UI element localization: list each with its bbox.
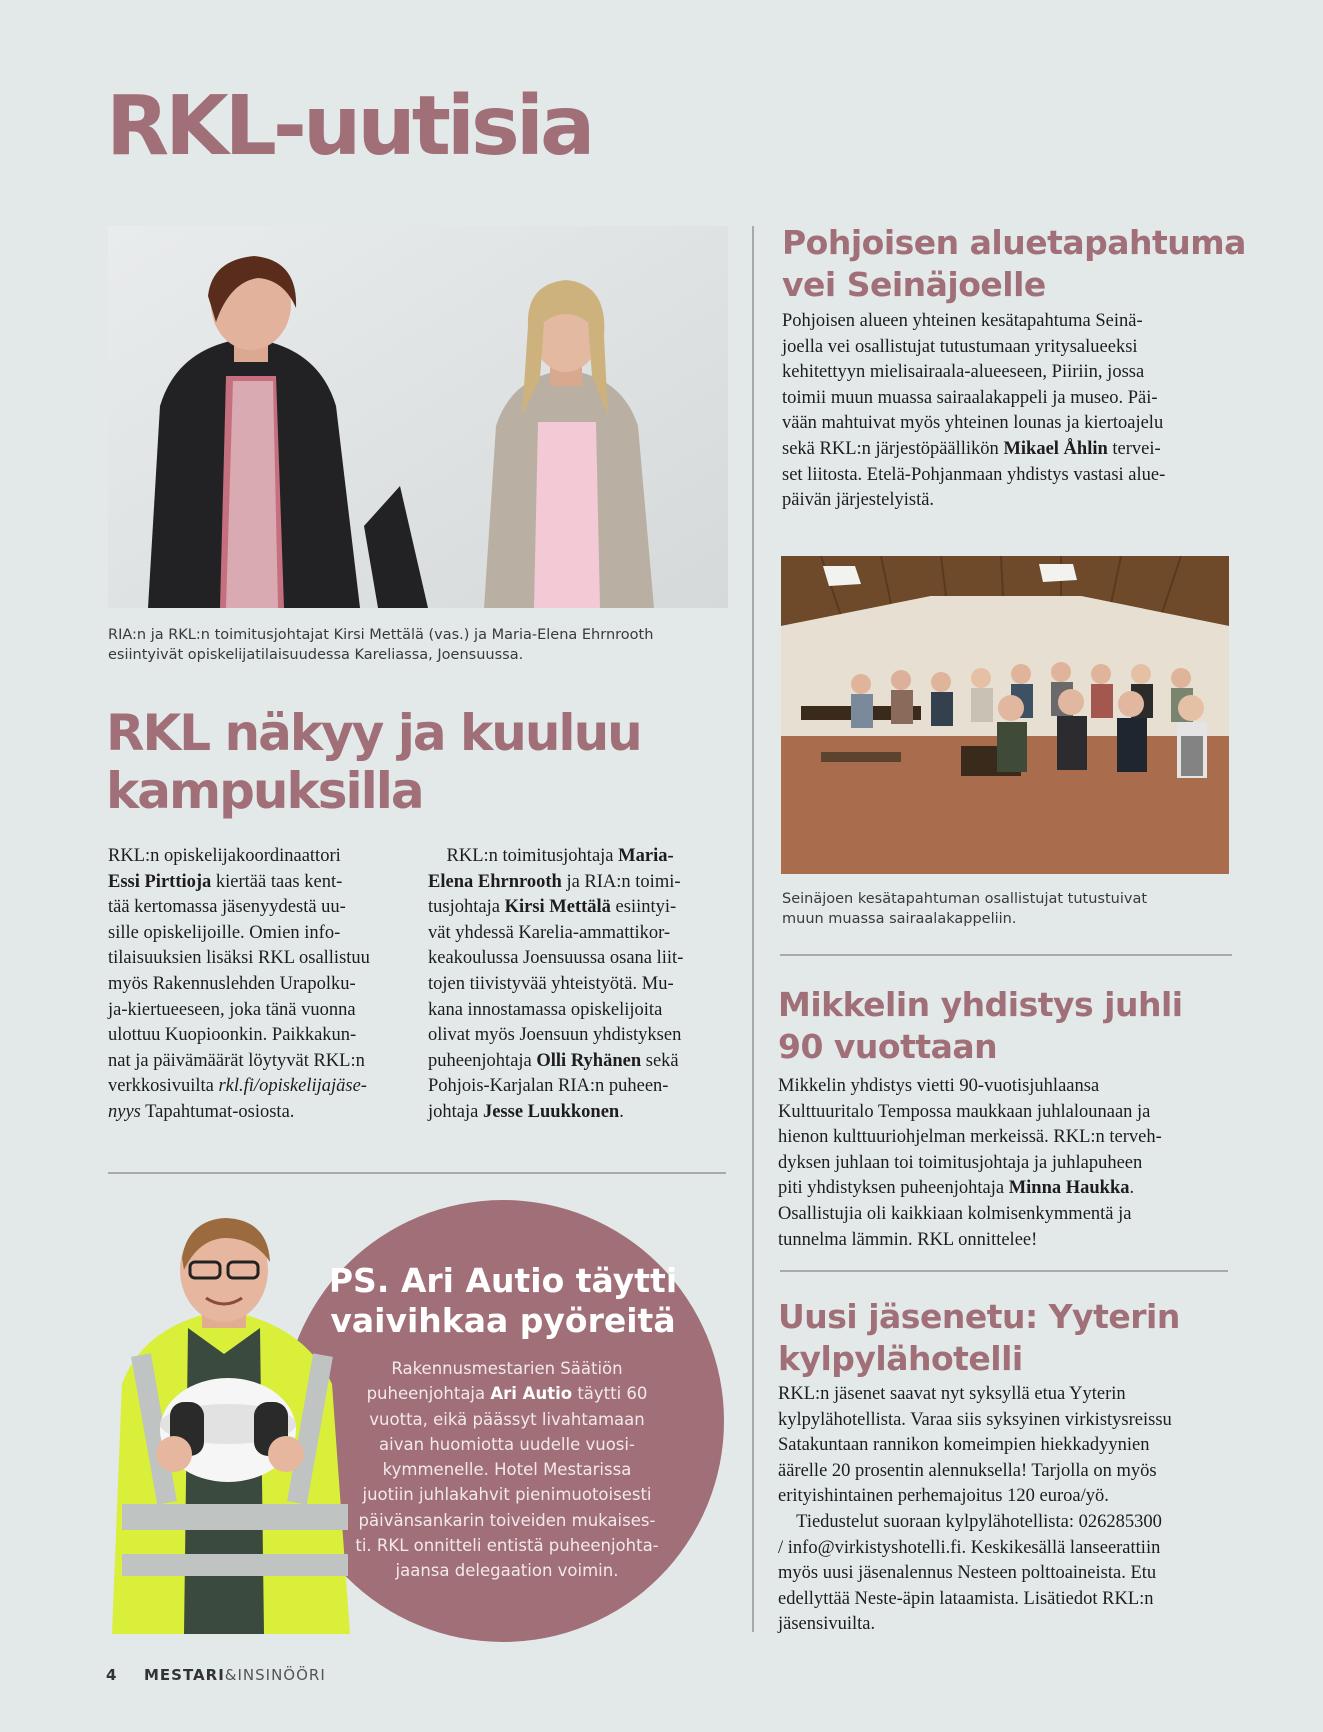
photo-chapel-illustration — [781, 556, 1229, 874]
text-line — [428, 870, 738, 896]
title-line: kylpylähotelli — [778, 1339, 1023, 1378]
title-line: vaivihkaa pyöreitä — [330, 1301, 676, 1340]
text-run: Tapahtumat-osiosta. — [140, 1101, 295, 1122]
title-line: Pohjoisen aluetapahtuma — [782, 223, 1246, 262]
text-run: keakoulussa Joensuussa osana liit- — [428, 948, 684, 969]
text-line — [778, 1510, 1248, 1536]
italic-text: rkl.fi/opiskelijajäse- — [218, 1076, 367, 1097]
text-line — [108, 946, 408, 972]
text-run: edellyttää Neste-äpin lataamista. Lisätiedot RKL:n — [778, 1588, 1154, 1609]
bold-name: Jesse Luukkonen — [482, 1101, 620, 1122]
text-line — [322, 1508, 692, 1533]
article-title-kampus — [106, 704, 641, 820]
article-title-pohjoinen — [782, 222, 1246, 306]
text-line — [778, 1151, 1238, 1177]
title-line: Mikkelin yhdistys juhli — [778, 985, 1183, 1024]
text-run: myös Rakennuslehden Urapolku- — [108, 973, 356, 994]
caption-line: Seinäjoen kesätapahtuman osallistujat tutustuivat — [782, 891, 1148, 907]
page-footer — [106, 1666, 326, 1684]
text-line — [108, 844, 408, 870]
text-run: / info@virkistyshotelli.fi. Keskikesällä lanseerattiin — [778, 1537, 1161, 1558]
section-divider — [780, 954, 1232, 956]
title-line: RKL näkyy ja kuuluu — [106, 704, 641, 762]
text-line — [778, 1561, 1248, 1587]
brand-suffix: &INSINÖÖRI — [224, 1666, 326, 1684]
text-run: Osallistujia oli kaikkiaan kolmisenkymmentä ja — [778, 1203, 1132, 1224]
text-run: Mikkelin yhdistys vietti 90-vuotisjuhlaansa — [778, 1076, 1100, 1096]
text-run: RKL:n opiskelijakoordinaattori — [108, 846, 341, 866]
photo-chapel-audience — [781, 556, 1229, 874]
text-run: kylpylähotellista. Varaa siis syksyinen virkistysreissu — [778, 1409, 1172, 1430]
text-line — [428, 921, 738, 947]
text-run: piti yhdistyksen puheenjohtaja — [778, 1178, 1009, 1199]
text-run: kana innostamassa opiskelijoita — [428, 999, 663, 1020]
text-line — [322, 1432, 692, 1457]
text-line — [322, 1533, 692, 1558]
text-run: hienon kulttuuriohjelman merkeissä. RKL:n terveh- — [778, 1127, 1162, 1148]
text-run: vään mahtuivat myös yhteinen lounas ja kiertoajelu — [782, 413, 1164, 434]
text-line — [108, 998, 408, 1024]
text-line — [782, 463, 1242, 489]
text-run: ti. RKL onnitteli entistä puheenjohta- — [355, 1536, 659, 1556]
text-line — [778, 1433, 1248, 1459]
text-line — [428, 844, 738, 870]
brand-name: MESTARI — [144, 1666, 225, 1684]
text-run: kymmenelle. Hotel Mestarissa — [382, 1460, 632, 1480]
text-line — [108, 1049, 408, 1075]
ps-body — [322, 1356, 692, 1584]
text-run: erityishintainen perhemajoitus 120 euroa/yö. — [778, 1486, 1109, 1507]
text-run: puheenjohtaja — [428, 1050, 537, 1071]
text-line — [778, 1228, 1238, 1254]
text-line — [778, 1536, 1248, 1562]
article-body-pohjoinen — [782, 309, 1242, 514]
text-run: RKL:n jäsenet saavat nyt syksyllä etua Yyterin — [778, 1384, 1126, 1404]
text-run: sekä RKL:n järjestöpäällikön — [782, 438, 1004, 459]
text-line — [778, 1100, 1238, 1126]
text-line — [108, 895, 408, 921]
article-title-mikkeli — [778, 984, 1183, 1068]
text-line — [778, 1587, 1248, 1613]
text-line — [782, 437, 1242, 463]
text-run: Kulttuuritalo Tempossa maukkaan juhlalounaan ja — [778, 1101, 1151, 1122]
text-run: olivat myös Joensuun yhdistyksen — [428, 1025, 682, 1046]
photo-ceo-duo-caption — [108, 625, 748, 665]
text-line — [428, 1049, 738, 1075]
caption-line: muun muassa sairaalakappeliin. — [782, 911, 1017, 927]
photo-ceo-duo-illustration — [108, 226, 728, 608]
bold-name: Elena Ehrnrooth — [428, 871, 562, 892]
article-body-kampus-col1 — [108, 844, 408, 1126]
title-line: PS. Ari Autio täytti — [328, 1261, 678, 1300]
text-line — [782, 488, 1242, 514]
text-line — [322, 1457, 692, 1482]
text-line — [778, 1382, 1248, 1408]
text-line — [108, 870, 408, 896]
article-body-mikkeli — [778, 1074, 1238, 1253]
bold-name: Mikael Åhlin — [1003, 438, 1108, 459]
text-line — [782, 335, 1242, 361]
text-run: Pohjoisen alueen yhteinen kesätapahtuma Seinä- — [782, 311, 1143, 331]
text-run: jaansa delegaation voimin. — [395, 1561, 619, 1581]
text-line — [428, 895, 738, 921]
bold-name: Kirsi Mettälä — [504, 897, 611, 918]
text-run: tää kertomassa jäsenyydestä uu- — [108, 897, 346, 918]
text-run: toimii muun muassa sairaalakappeli ja museo. Päi- — [782, 387, 1158, 408]
text-run: täytti 60 — [572, 1384, 648, 1404]
title-line: vei Seinäjoelle — [782, 265, 1046, 304]
text-run: ja-kiertueeseen, joka tänä vuonna — [108, 999, 356, 1020]
caption-line: esiintyivät opiskelijatilaisuudessa Kareliassa, Joensuussa. — [108, 647, 524, 663]
text-run: Satakuntaan rannikon komeimpien hiekkadyynien — [778, 1435, 1150, 1456]
bold-name: Maria- — [618, 846, 674, 866]
text-run: puheenjohtaja — [366, 1384, 491, 1404]
text-line — [782, 411, 1242, 437]
text-line — [322, 1356, 692, 1381]
text-line — [782, 309, 1242, 335]
text-line — [428, 998, 738, 1024]
bold-name: Ari Autio — [490, 1384, 573, 1404]
text-line — [778, 1202, 1238, 1228]
text-run: aivan huomiotta uudelle vuosi- — [379, 1434, 635, 1454]
text-run: esiintyi- — [610, 897, 677, 918]
title-line: Uusi jäsenetu: Yyterin — [778, 1297, 1180, 1336]
text-run: kiertää taas kent- — [211, 871, 343, 892]
text-run: verkkosivuilta — [108, 1076, 219, 1097]
article-title-yyteri — [778, 1296, 1180, 1380]
text-line — [782, 386, 1242, 412]
bold-name: Essi Pirttioja — [108, 871, 212, 892]
text-run: vät yhdessä Karelia-ammattikor- — [428, 922, 671, 943]
caption-line: RIA:n ja RKL:n toimitusjohtajat Kirsi Mettälä (vas.) ja Maria-Elena Ehrnrooth — [108, 627, 654, 643]
text-run: tervei- — [1107, 438, 1161, 459]
text-run: sille opiskelijoille. Omien info- — [108, 922, 341, 943]
article-body-kampus-col2 — [428, 844, 738, 1126]
text-line — [778, 1125, 1238, 1151]
text-line — [428, 946, 738, 972]
column-divider — [752, 226, 754, 1632]
bold-name: Olli Ryhänen — [536, 1050, 642, 1071]
text-line — [778, 1459, 1248, 1485]
text-run: tusjohtaja — [428, 897, 505, 918]
text-line — [108, 1023, 408, 1049]
text-run: tilaisuuksien lisäksi RKL osallistuu — [108, 948, 370, 969]
photo-ceo-duo — [108, 226, 728, 608]
text-run: myös uusi jäsenalennus Nesteen polttoaineista. Etu — [778, 1563, 1157, 1584]
text-run: nat ja päivämäärät löytyvät RKL:n — [108, 1050, 365, 1071]
text-line — [778, 1176, 1238, 1202]
article-body-yyteri — [778, 1382, 1248, 1638]
text-line — [322, 1407, 692, 1432]
text-run: kehitettyyn mielisairaala-alueeseen, Piiriin, jossa — [782, 362, 1145, 383]
section-divider — [780, 1270, 1228, 1272]
text-run: tunnelma lämmin. RKL onnittelee! — [778, 1229, 1038, 1250]
photo-chapel-caption — [782, 889, 1242, 929]
text-line — [108, 1100, 408, 1126]
italic-text: nyys — [108, 1101, 141, 1122]
text-line — [778, 1408, 1248, 1434]
text-run: päivän järjestelyistä. — [782, 490, 935, 511]
title-line: kampuksilla — [106, 762, 423, 820]
text-run: joella vei osallistujat tutustumaan yritysalueeksi — [782, 336, 1138, 357]
text-line — [778, 1484, 1248, 1510]
text-run: . — [1129, 1178, 1135, 1199]
page-number: 4 — [106, 1666, 117, 1684]
text-run: vuotta, eikä päässyt livahtamaan — [369, 1409, 645, 1429]
ps-title — [282, 1261, 724, 1341]
text-line — [778, 1612, 1248, 1638]
text-run: dyksen juhlaan toi toimitusjohtaja ja juhlapuheen — [778, 1152, 1143, 1173]
text-line — [322, 1482, 692, 1507]
text-line — [108, 921, 408, 947]
text-run: ja RIA:n toimi- — [561, 871, 681, 892]
text-line — [322, 1558, 692, 1583]
page-title: RKL-uutisia — [106, 79, 592, 174]
text-run: Rakennusmestarien Säätiön — [391, 1359, 623, 1378]
text-run: päivänsankarin toiveiden mukaises- — [358, 1510, 656, 1530]
text-run: . — [619, 1101, 624, 1122]
text-line — [322, 1381, 692, 1406]
text-line — [428, 1023, 738, 1049]
text-run: ulottuu Kuopioonkin. Paikkakun- — [108, 1025, 357, 1046]
text-run: juotiin juhlakahvit pienimuotoisesti — [362, 1485, 652, 1505]
text-line — [428, 1100, 738, 1126]
section-divider — [108, 1172, 726, 1174]
text-line — [428, 972, 738, 998]
text-run: tojen tiivistyvää yhteistyötä. Mu- — [428, 973, 674, 994]
text-line — [108, 972, 408, 998]
text-line — [428, 1074, 738, 1100]
text-run: set liitosta. Etelä-Pohjanmaan yhdistys vastasi alue- — [782, 464, 1166, 485]
text-run: sekä — [641, 1050, 679, 1071]
text-run: Pohjois-Karjalan RIA:n puheen- — [428, 1076, 669, 1097]
text-run: Tiedustelut suoraan kylpylähotellista: 026285300 — [778, 1511, 1162, 1532]
title-line: 90 vuottaan — [778, 1027, 998, 1066]
text-run: jäsensivuilta. — [778, 1614, 876, 1635]
text-run: johtaja — [428, 1101, 483, 1122]
text-line — [778, 1074, 1238, 1100]
text-line — [782, 360, 1242, 386]
text-run: RKL:n toimitusjohtaja — [428, 846, 619, 866]
bold-name: Minna Haukka — [1008, 1178, 1130, 1199]
text-line — [108, 1074, 408, 1100]
text-run: äärelle 20 prosentin alennuksella! Tarjolla on myös — [778, 1460, 1157, 1481]
